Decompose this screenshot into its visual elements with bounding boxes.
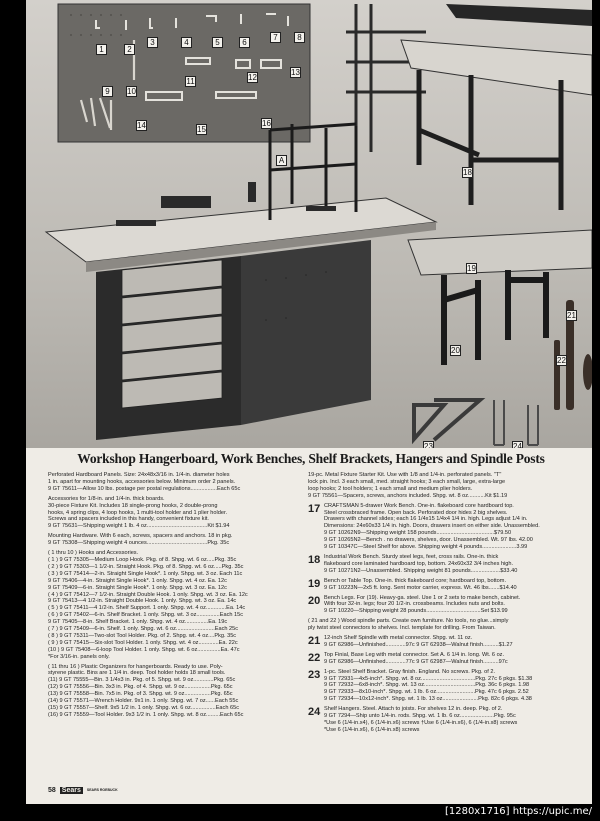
table-top bbox=[408, 230, 592, 275]
product-photo bbox=[26, 0, 592, 448]
workshop-illustration bbox=[26, 0, 592, 448]
page-number: 58 bbox=[48, 787, 56, 794]
steel-bracket-block bbox=[308, 669, 574, 704]
text-line: 9 GT 75308—Shipping weight 4 ounces.......................................Pkg. 35c bbox=[48, 540, 230, 547]
callout-12: 12 bbox=[248, 73, 257, 82]
text-line: 1 in. apart for mounting hooks, accessories below. Minimum order 2 panels. bbox=[48, 478, 236, 485]
text-line: 9 GT 75409—6-in. Straight Single Hook*. 1 only. Shpg. wt. 3 oz. Ea. 12c bbox=[48, 584, 227, 591]
text-line: 30-piece Fixture Kit. Includes 18 single-prong hooks, 2 double-prong bbox=[48, 502, 218, 509]
item-number: 18 bbox=[308, 553, 321, 566]
text-line: Accessories for 1/8-in. and 1/4-in. thick boards. bbox=[48, 495, 165, 502]
sears-logo: Sears bbox=[61, 787, 81, 794]
text-line: Shelf Hangers. Steel. Attach to joists. For shelves 12 in. deep. Pkg. of 2. bbox=[324, 706, 503, 713]
text-line: 9 GT 62986—Unfinished.............77c 9 GT 62987—Walnut finish..........97c bbox=[324, 658, 508, 665]
text-line: *For 3/16-in. panels only. bbox=[48, 653, 110, 660]
callout-19: 19 bbox=[467, 264, 476, 273]
text-line: Drawers with channel slides; each 16 1/4x15 1/4x4 1/4 in. high. Legs adjust 1/4 in. bbox=[324, 516, 528, 523]
text-line: flakeboard core laminated hardboard top, bottom. 24x60x32 3/4 inches high. bbox=[324, 560, 514, 567]
text-line: 9 GT 10265N2—Bench . no drawers, shelves, door. Unassembled. Wt. 97 lbs. 42.00 bbox=[324, 537, 533, 544]
text-line: 9 GT 75406—4-in. Straight Single Hook*. 1 only. Shpg. wt. 4 oz. Ea. 12c bbox=[48, 577, 227, 584]
starter-kit-block bbox=[308, 472, 574, 500]
text-line: 9 GT 72931—4x5-inch*. Shpg. wt. 8 oz...................................Pkg. 27c 6 pkgs. $1.38 bbox=[324, 675, 533, 682]
text-line: (16) 9 GT 75559—Tool Holder. 9x3 1/2 in. 1 only. Shpg. wt. 8 oz.........Each 65c bbox=[48, 711, 244, 718]
hooks-accessories-block bbox=[48, 550, 314, 661]
plastic-organizers-block bbox=[48, 664, 314, 719]
callout-9: 9 bbox=[102, 86, 113, 97]
industrial-bench-block bbox=[308, 554, 574, 575]
text-line: 9 GT 10262N9—Shipping weight 158 pounds.....................................$79.50 bbox=[324, 530, 512, 537]
callout-21: 21 bbox=[567, 311, 576, 320]
hardboard-panels-block bbox=[48, 472, 314, 493]
sears-roebuck-mark: SEARS ROEBUCK bbox=[86, 787, 118, 792]
watermark: [1280x1716] https://upic.me/ bbox=[444, 806, 592, 817]
item-number: 23 bbox=[308, 668, 321, 681]
callout-24: 24 bbox=[512, 441, 523, 448]
drawers bbox=[122, 260, 222, 408]
text-line: (10 ) 9 GT 75408—6-loop Tool Holder. 1 only. Shpg. wt. 6 oz...............Ea. 47c bbox=[48, 646, 240, 653]
callout-A: A bbox=[276, 155, 287, 166]
text-line: Steel crossbraced frame. Open back. Perforated door hides 2 big shelves. bbox=[324, 509, 508, 516]
callout-4: 4 bbox=[181, 37, 192, 48]
mounting-hardware-block bbox=[48, 533, 314, 547]
text-line: ( 5 ) 9 GT 75411—4 1/2-in. Shelf Support. 1 only. Shpg. wt. 4 oz.............Ea. 14c bbox=[48, 605, 246, 612]
spindle-intro-block bbox=[308, 618, 574, 632]
bench-legs-block bbox=[308, 595, 574, 616]
shelf-hangers-block bbox=[308, 706, 574, 734]
text-line: 19-pc. Metal Fixture Starter Kit. Use with 1/8 and 1/4-in. perforated panels. "T" bbox=[308, 472, 502, 478]
text-line: Screws and spacers included in this handy, convenient fixture kit. bbox=[48, 516, 209, 523]
callout-1: 1 bbox=[96, 44, 107, 55]
text-line: With four 32-in. legs; four 20 1/2-in. crossbeams. Includes nuts and bolts. bbox=[324, 601, 505, 608]
callout-10: 10 bbox=[127, 87, 136, 96]
text-line: (12) 9 GT 75556—Bin. 3x3 in. Pkg. of 4. Shpg. wt. 9 oz.................Pkg. 65c bbox=[48, 684, 233, 691]
text-line: loop hooks; 2 tool holders; 1 each small and medium plier holders. bbox=[308, 485, 473, 492]
text-line: Bench Legs. For (19). Heavy-ga. steel. Use 1 or 2 sets to make bench, cabinet. bbox=[324, 594, 521, 601]
text-line: Mounting Hardware. With 6 each, screws, spacers and anchors. 18 in pkg. bbox=[48, 533, 233, 540]
text-line: ( 4 ) 9 GT 75412—7 1/2-in. Straight Double Hook. 1 only. Shpg. wt. 3 oz. Ea. 12c bbox=[48, 591, 248, 598]
text-line: 9 GT 7294—Ship unto 1/4-in. rods. Shpg. wt. 1 lb. 6 oz......................Pkg. 95c bbox=[324, 713, 516, 720]
text-line: ( 2 ) 9 GT 75303—1 1/2-in. Straight Hook. Pkg. of 8. Shpg. wt. 6 oz.....Pkg. 35c bbox=[48, 563, 244, 570]
text-line: Industrial Work Bench. Sturdy steel legs, feet, cross rails. One-in. thick bbox=[324, 553, 499, 560]
callout-23: 23 bbox=[423, 441, 434, 448]
item-number: 24 bbox=[308, 706, 321, 719]
text-line: 9 GT 72933—8x10-inch*. Shpg. wt. 1 lb. 6 oz.........................Pkg. 47c 6 pkgs. 2.52 bbox=[324, 689, 529, 696]
item-number: 22 bbox=[308, 651, 321, 664]
table-top-block bbox=[308, 578, 574, 592]
text-line: ( 11 thru 16 ) Plastic Organizers for hangerboards. Ready to use. Poly- bbox=[48, 663, 223, 670]
item-number: 19 bbox=[308, 577, 321, 590]
text-line: ( 7 ) 9 GT 75409—6-in. Shelf. 1 only. Shpg. wt. 6 oz.........................Each 25c bbox=[48, 626, 239, 633]
text-line: ( 1 ) 9 GT 75305—Medium Loop Hook. Pkg. of 8. Shpg. wt. 6 oz.....Pkg. 35c bbox=[48, 556, 237, 563]
text-line: ( 1 thru 10 ) Hooks and Accessories. bbox=[48, 550, 139, 557]
text-line: Dimensions: 24x60x33 1/4 in. high. Doors, drawers insert on either side. Unassembled. bbox=[324, 523, 540, 530]
text-line: 9 GT 62986—Unfinished.............97c 9 GT 62938—Walnut finish..........$1.27 bbox=[324, 641, 513, 648]
item-number: 20 bbox=[308, 594, 321, 607]
callout-5: 5 bbox=[212, 37, 223, 48]
text-line: hooks, 4 spring clips, 4 loop hooks, 1 multi-tool holder and 1 plier holder. bbox=[48, 509, 228, 516]
text-line: 9 GT 72934—10x12-inch*. Shpg. wt. 1 lb. 13 oz.......................Pkg. 82c 6 pkgs. 4.38 bbox=[324, 696, 532, 703]
text-line: 9 GT 75631—Shipping weight 1 lb. 4 oz.......................................Kit $1.94 bbox=[48, 523, 230, 530]
text-line: 9 GT 10223N—2x5 ft. long. Sent motor carrier, express. Wt. 46 lbs.......$14.40 bbox=[324, 584, 517, 591]
callout-22: 22 bbox=[557, 356, 566, 365]
text-line: 9 GT 10347C—Steel Shelf for above. Shipping weight 4 pounds......................3.99 bbox=[324, 544, 528, 551]
catalog-page bbox=[26, 0, 592, 804]
callout-15: 15 bbox=[197, 125, 206, 134]
text-line: *Use 6 (1/4-in.x6), 6 (1/4-in.x8) screws bbox=[324, 726, 420, 733]
craftsman-bench-block bbox=[308, 503, 574, 551]
callout-18: 18 bbox=[463, 168, 472, 177]
page-headline: Workshop Hangerboard, Work Benches, Shelf Brackets, Hangers and Spindle Posts bbox=[77, 451, 545, 466]
callout-11: 11 bbox=[186, 77, 195, 86]
text-line: ( 21 and 22 ) Wood spindle parts. Create own furniture. No tools, no glue...simply bbox=[308, 618, 509, 625]
text-line: ( 9 ) 9 GT 75415—Six-slot Tool Holder. 1 only. Shpg. wt. 4 oz.............Ea. 22c bbox=[48, 639, 238, 646]
text-line: ply twist steel connectors to shelves. Incl. template for drilling. From Taiwan. bbox=[308, 625, 496, 632]
top-finial-block bbox=[308, 652, 574, 666]
text-line: 9 GT 10271N2—Unassembled. Shipping weight 81 pounds...................$33.40 bbox=[324, 567, 518, 574]
shelf-hangers bbox=[494, 400, 538, 445]
callout-13: 13 bbox=[291, 68, 300, 77]
text-line: (11) 9 GT 75555—Bin. 3 1/4x3 in. Pkg. of 5. Shpg. wt. 9 oz.............Pkg. 65c bbox=[48, 677, 236, 684]
text-line: 1-pc. Steel Shelf Bracket. Gray finish. England. No screws. Pkg. of 2. bbox=[324, 668, 495, 675]
text-line: 9 GT 72932—6x8-inch*. Shpg. wt. 13 oz.................................Pkg. 36c 6 pkgs. 1.98 bbox=[324, 682, 530, 689]
text-line: *Use 6 (1/4-in.x4), 6 (1/4-in.x6) screws †Use 6 (1/4-in.x6), 6 (1/4-in.x8) screws bbox=[324, 720, 518, 726]
text-line: (14) 9 GT 75571—Wrench Holder. 9x1 in. 1 only. Shpg. wt. 7 oz......Each 55c bbox=[48, 698, 239, 705]
text-line: lock pin. Incl. 3 each small, med. straight hooks; 3 each small, large, extra-large bbox=[308, 478, 506, 485]
text-line: (15) 9 GT 75557—Shelf. 9x5 1/2 in. 1 only. Shpg. wt. 6 oz................Each 65c bbox=[48, 705, 240, 711]
fixture-kit-block bbox=[48, 496, 314, 531]
industrial-bench-legs bbox=[419, 70, 561, 210]
text-line: CRAFTSMAN 5-drawer Work Bench. One-in. flakeboard core hardboard top. bbox=[324, 502, 514, 509]
text-line: Top Finial, Base Leg with metal connector. Set A. 6 1/4 in. long. Wt. 6 oz. bbox=[324, 651, 505, 658]
text-line: ( 6 ) 9 GT 75402—6-in. Shelf Bracket. 1 only. Shpg. wt. 3 oz...............Each 15c bbox=[48, 612, 244, 619]
callout-14: 14 bbox=[137, 121, 146, 130]
callout-3: 3 bbox=[147, 37, 158, 48]
shelf-spindle-block bbox=[308, 635, 574, 649]
text-line: 9 GT 75413—4 1/2-in. Straight Double Hook. 1 only. Shpg. wt. 3 oz. Ea. 14c bbox=[48, 598, 237, 605]
text-line: Perforated Hardboard Panels. Size: 24x48x3/16 in. 1/4-in. diameter holes bbox=[48, 472, 230, 478]
callout-20: 20 bbox=[451, 346, 460, 355]
callout-8: 8 bbox=[294, 32, 305, 43]
text-line: 9 GT 75561—Spacers, screws, anchors included. Shpg. wt. 8 oz...........Kit $1.19 bbox=[308, 492, 508, 499]
left-column bbox=[48, 472, 314, 722]
text-line: ( 8 ) 9 GT 75311—Two-slot Tool Holder. Pkg. of 2. Shpg. wt. 4 oz....Pkg. 35c bbox=[48, 632, 237, 639]
text-line: 9 GT 10220—Shipping weight 28 pounds...................................Set $13.99 bbox=[324, 608, 508, 615]
callout-16: 16 bbox=[262, 119, 271, 128]
shelving-unit bbox=[346, 4, 426, 152]
item-number: 21 bbox=[308, 635, 321, 648]
right-column bbox=[308, 472, 574, 737]
shelf-brackets bbox=[414, 400, 480, 440]
item-number: 17 bbox=[308, 502, 321, 515]
text-line: 9 GT 75405—8-in. Shelf Bracket. 1 only. Shpg. wt. 4 oz...............Ea. 19c bbox=[48, 619, 228, 626]
text-line: Bench or Table Top. One-in. thick flakeboard core; hardboard top, bottom. bbox=[324, 577, 507, 584]
callout-7: 7 bbox=[270, 32, 281, 43]
text-line: 12-inch Shelf Spindle with metal connector. Shpg. wt. 11 oz. bbox=[324, 635, 473, 642]
page-footer bbox=[48, 787, 118, 794]
callout-6: 6 bbox=[239, 37, 250, 48]
bench-door bbox=[241, 240, 371, 425]
text-line: 9 GT 75611—Allow 10 lbs. postage per postal regulations.................Each 65c bbox=[48, 485, 241, 492]
text-line: styrene plastic. Bins are 1 1/4 in. deep. Tool holder holds 18 small tools. bbox=[48, 670, 226, 677]
callout-2: 2 bbox=[124, 44, 135, 55]
upper-shelf bbox=[446, 4, 592, 26]
text-line: (13) 9 GT 75558—Bin. 7x5 in. Pkg. of 3. Shpg. wt. 9 oz.................Pkg. 65c bbox=[48, 691, 233, 698]
text-line: ( 3 ) 9 GT 75414—2-in. Straight Single Hook*. 1 only. Shpg. wt. 3 oz. Each 11c bbox=[48, 570, 243, 577]
